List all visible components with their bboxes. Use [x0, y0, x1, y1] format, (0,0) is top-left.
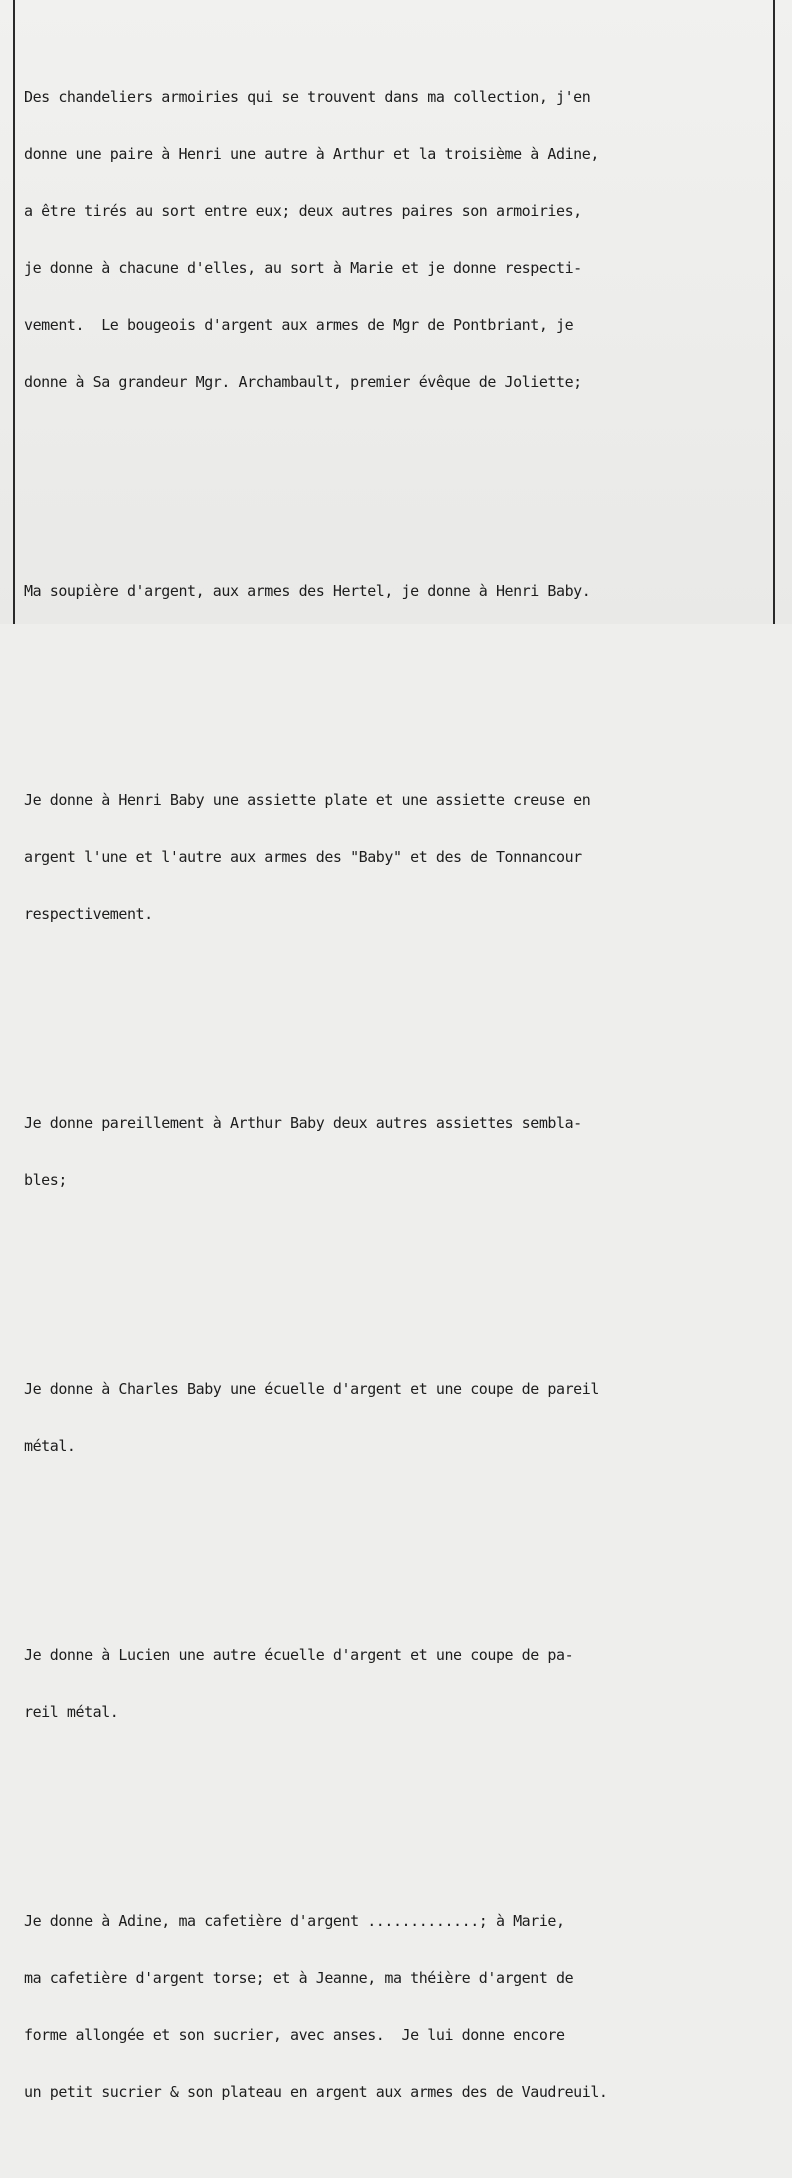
text-line: respectivement.: [24, 905, 153, 923]
text-line: vement. Le bougeois d'argent aux armes de Mgr de Pontbriant, je: [24, 316, 574, 334]
paragraph-gap: [24, 1266, 770, 1285]
text-line: Je donne à Adine, ma cafetière d'argent .............; à Marie,: [24, 1912, 565, 1930]
text-line: donne une paire à Henri une autre à Arthur et la troisième à Adine,: [24, 145, 599, 163]
paragraph-adine-marie-jeanne: [24, 1874, 770, 2140]
paragraph-gap: [24, 1532, 770, 1551]
paragraph-soupiere: [24, 544, 770, 639]
paragraph-chandeliers: [24, 50, 770, 430]
text-line: Je donne à Charles Baby une écuelle d'argent et une coupe de pareil: [24, 1380, 599, 1398]
text-line: bles;: [24, 1171, 67, 1189]
text-line: je donne à chacune d'elles, au sort à Marie et je donne respecti-: [24, 259, 582, 277]
text-line: Ma soupière d'argent, aux armes des Hertel, je donne à Henri Baby.: [24, 582, 591, 600]
text-line: Des chandeliers armoiries qui se trouvent dans ma collection, j'en: [24, 88, 591, 106]
paragraph-gap: [24, 677, 770, 696]
text-line: Je donne pareillement à Arthur Baby deux autres assiettes sembla-: [24, 1114, 582, 1132]
text-line: Je donne à Lucien une autre écuelle d'argent et une coupe de pa-: [24, 1646, 574, 1664]
paragraph-gap: [24, 1000, 770, 1019]
text-line: a être tirés au sort entre eux; deux autres paires son armoiries,: [24, 202, 582, 220]
paragraph-lucien: [24, 1608, 770, 1760]
text-line: reil métal.: [24, 1703, 119, 1721]
left-margin-rule: [13, 0, 15, 624]
text-line: donne à Sa grandeur Mgr. Archambault, premier évêque de Joliette;: [24, 373, 582, 391]
text-line: métal.: [24, 1437, 76, 1455]
right-margin-rule: [773, 0, 775, 624]
paragraph-assiettes-henri: [24, 753, 770, 962]
text-line: un petit sucrier & son plateau en argent aux armes des de Vaudreuil.: [24, 2083, 608, 2101]
text-line: ma cafetière d'argent torse; et à Jeanne, ma théière d'argent de: [24, 1969, 574, 1987]
paragraph-gap: [24, 468, 770, 487]
text-line: Je donne à Henri Baby une assiette plate et une assiette creuse en: [24, 791, 591, 809]
paragraph-gap: [24, 1798, 770, 1817]
paragraph-charles: [24, 1342, 770, 1494]
text-line: forme allongée et son sucrier, avec anses. Je lui donne encore: [24, 2026, 565, 2044]
paragraph-assiettes-arthur: [24, 1076, 770, 1228]
typed-text-body: [24, 12, 770, 2178]
text-line: argent l'une et l'autre aux armes des "Baby" et des de Tonnancour: [24, 848, 582, 866]
